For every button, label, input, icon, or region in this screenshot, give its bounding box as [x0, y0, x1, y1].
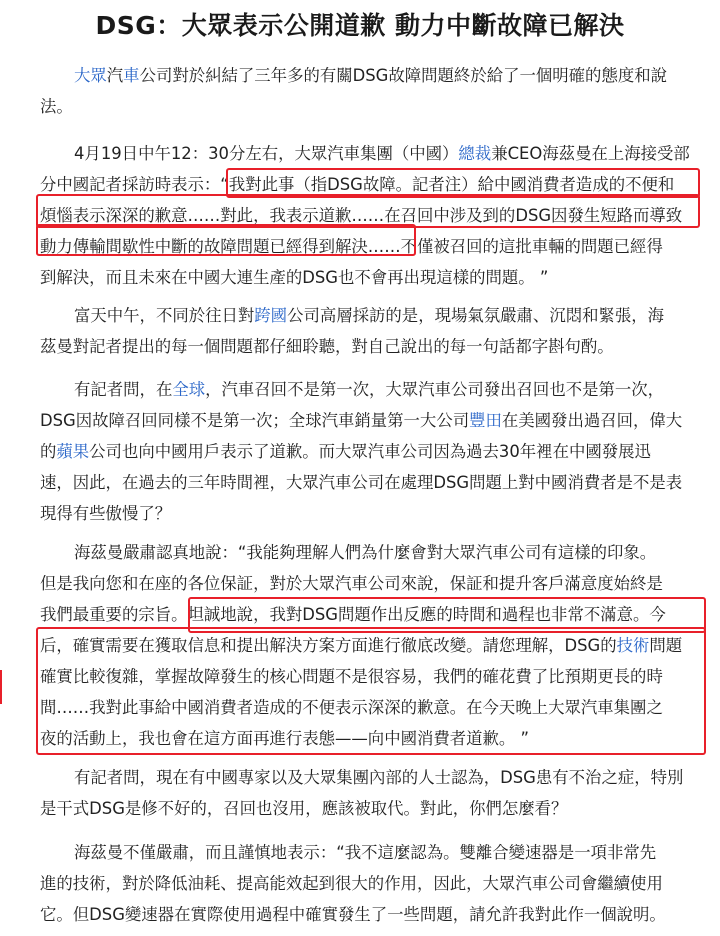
paragraph-line: 法。 [40, 97, 73, 116]
paragraph-line: 大眾汽車公司對於糾結了三年多的有關DSG故障問題終於給了一個明確的態度和說 [74, 66, 668, 85]
link-quanqiu[interactable]: 全球 [172, 380, 206, 399]
paragraph-line: 海茲曼嚴肅認真地說：“我能夠理解人們為什麼會對大眾汽車公司有這樣的印象。 [74, 543, 657, 562]
paragraph-line: 動力傳輸間歇性中斷的故障問題已經得到解決……不僅被召回的這批車輛的問題已經得 [40, 237, 663, 256]
paragraph-4 [40, 374, 700, 529]
link-jishu[interactable]: 技術 [616, 636, 650, 655]
paragraph-line: 我們最重要的宗旨。坦誠地說，我對DSG問題作出反應的時間和過程也非常不滿意。今 [40, 605, 666, 624]
paragraph-line: 但是我向您和在座的各位保証，對於大眾汽車公司來說，保証和提升客戶滿意度始終是 [40, 574, 663, 593]
paragraph-line: 茲曼對記者提出的每一個問題都仔細聆聽，對自己說出的每一句話都字斟句酌。 [40, 337, 614, 356]
link-pingguo[interactable]: 蘋果 [56, 442, 90, 461]
link-kuaguo[interactable]: 跨國 [254, 306, 288, 325]
margin-mark [0, 670, 2, 704]
paragraph-line: 間……我對此事給中國消費者造成的不便表示深深的歉意。在今天晚上大眾汽車集團之 [40, 698, 663, 717]
paragraph-line: DSG因故障召回同樣不是第一次；全球汽車銷量第一大公司豐田在美國發出過召回，偉大 [40, 411, 683, 430]
paragraph-line: 速，因此，在過去的三年時間裡，大眾汽車公司在處理DSG問題上對中國消費者是不是表 [40, 473, 683, 492]
paragraph-3 [40, 300, 700, 362]
paragraph-7 [40, 837, 700, 930]
paragraph-line: 進的技術，對於降低油耗、提高能效起到很大的作用，因此，大眾汽車公司會繼續使用 [40, 874, 663, 893]
paragraph-line: 到解決，而且未來在中國大連生產的DSG也不會再出現這樣的問題。 ” [40, 268, 549, 287]
paragraph-line: 后，確實需要在獲取信息和提出解決方案方面進行徹底改變。請您理解，DSG的技術問題 [40, 636, 683, 655]
paragraph-line: 是干式DSG是修不好的，召回也沒用，應該被取代。對此，你們怎麼看？ [40, 799, 568, 818]
paragraph-line: 它。但DSG變速器在實際使用過程中確實發生了一些問題，請允許我對此作一個說明。 [40, 905, 666, 924]
paragraph-5 [40, 537, 700, 754]
paragraph-line: 有記者問，在全球，汽車召回不是第一次，大眾汽車公司發出召回也不是第一次， [74, 380, 665, 399]
paragraph-line: 4月19日中午12：30分左右，大眾汽車集團（中國）總裁兼CEO海茲曼在上海接受部 [74, 144, 690, 163]
paragraph-6 [40, 762, 700, 824]
paragraph-line: 現得有些傲慢了？ [40, 504, 172, 523]
paragraph-line: 的蘋果公司也向中國用戶表示了道歉。而大眾汽車公司因為過去30年裡在中國發展迅 [40, 442, 651, 461]
paragraph-line: 富天中午，不同於往日對跨國公司高層採訪的是，現場氣氛嚴肅、沉悶和緊張，海 [74, 306, 665, 325]
paragraph-line: 夜的活動上，我也會在這方面再進行表態——向中國消費者道歉。 ” [40, 729, 530, 748]
link-zongcai[interactable]: 總裁 [458, 144, 492, 163]
paragraph-line: 有記者問，現在有中國專家以及大眾集團內部的人士認為，DSG患有不治之症，特別 [74, 768, 684, 787]
link-fengtian[interactable]: 豐田 [469, 411, 502, 430]
paragraph-2 [40, 138, 700, 293]
page-title: DSG：大眾表示公開道歉 動力中斷故障已解決 [95, 11, 625, 40]
paragraph-line: 海茲曼不僅嚴肅，而且謹慎地表示：“我不這麼認為。雙離合變速器是一項非常先 [74, 843, 657, 862]
paragraph-line: 確實比較復雜，掌握故障發生的核心問題不是很容易，我們的確花費了比預期更長的時 [40, 667, 663, 686]
paragraph-line: 分中國記者採訪時表示：“我對此事（指DSG故障。記者注）給中國消費者造成的不便和 [40, 175, 675, 194]
link-che[interactable]: 車 [123, 66, 140, 85]
paragraph-line: 煩惱表示深深的歉意……對此，我表示道歉……在召回中涉及到的DSG因發生短路而導致 [40, 206, 683, 225]
paragraph-1 [40, 60, 700, 122]
link-dazhong[interactable]: 大眾 [74, 66, 107, 85]
